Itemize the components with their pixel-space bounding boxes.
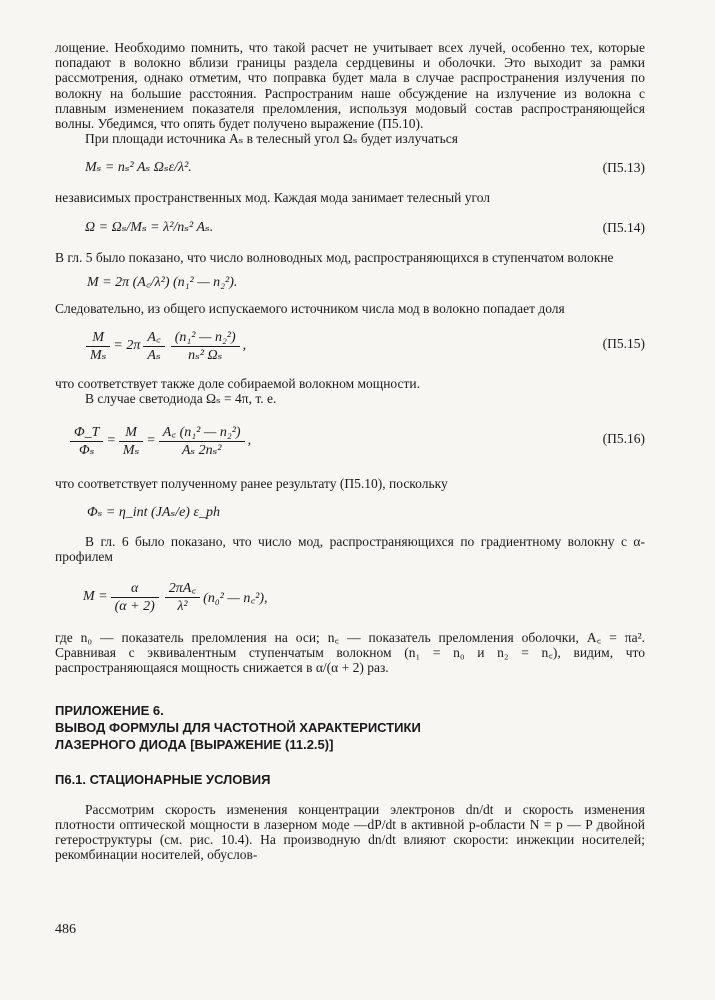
fraction-m-over-ms — [86, 329, 110, 364]
paragraph-5: Следовательно, из общего испускаемого источником числа мод в волокно попадает доля — [55, 300, 565, 316]
fraction-numerator: Φ_T — [74, 424, 100, 440]
fraction-area-ratio — [159, 424, 245, 459]
appendix-title-line-2: ВЫВОД ФОРМУЛЫ ДЛЯ ЧАСТОТНОЙ ХАРАКТЕРИСТИКИ — [55, 719, 421, 735]
fraction-numerator: A꜀ (n₁² — n₂²) — [162, 424, 241, 440]
fraction-alpha — [111, 580, 159, 615]
equation-p5-13-body: Mₛ = nₛ² Aₛ Ωₛε/λ². — [85, 160, 192, 176]
fraction-denominator: Aₛ 2nₛ² — [159, 441, 245, 459]
equals-sign: = — [106, 433, 116, 449]
fraction-denominator: Mₛ — [119, 441, 143, 459]
equation-step-modes — [55, 265, 645, 301]
equation-graded-modes — [55, 564, 645, 630]
section-heading: П6.1. СТАЦИОНАРНЫЕ УСЛОВИЯ — [55, 771, 271, 787]
equation-p5-13 — [55, 146, 645, 190]
equation-tail: , — [247, 433, 252, 449]
paragraph-4: В гл. 5 было показано, что число волноводных мод, распространяющихся в ступенчатом волокне — [55, 249, 614, 265]
equation-p5-14 — [55, 206, 645, 250]
fraction-denominator: λ² — [165, 597, 200, 615]
equation-p5-14-number: (П5.14) — [602, 219, 645, 235]
fraction-m-over-ms — [119, 424, 143, 459]
fraction-denominator: Mₛ — [86, 346, 110, 364]
equation-step-modes-body: M = 2π (A꜀/λ²) (n₁² — n₂²). — [87, 274, 238, 290]
equation-phi-s — [55, 492, 645, 534]
paragraph-6: что соответствует также доле собираемой волокном мощности. — [55, 376, 421, 392]
fraction-numerator: α — [130, 580, 139, 596]
fraction-numerator: A꜀ — [147, 329, 161, 345]
equation-p5-13-number: (П5.13) — [602, 160, 645, 176]
fraction-denominator: nₛ² Ωₛ — [171, 346, 240, 364]
paragraph-2: При площади источника Aₛ в телесный угол Ωₛ будет излучаться — [85, 131, 458, 147]
fraction-phit-over-phis — [70, 424, 103, 459]
fraction-denominator: (α + 2) — [111, 597, 159, 615]
equation-p5-15 — [55, 316, 645, 376]
appendix-title-line-3: ЛАЗЕРНОГО ДИОДА [ВЫРАЖЕНИЕ (11.2.5)] — [55, 736, 334, 752]
paragraph-11: Рассмотрим скорость изменения концентрации электронов dn/dt и скорость изменения плотности оптической мощности в лазерном моде —dP/dt в активной p-области N = p — P двойной гетероструктуры (см. рис. 10.4). На производную dn/dt влияют скорости: инжекции носителей; рекомбинации носителей, обуслов- — [55, 801, 645, 863]
equation-lhs: M = — [83, 589, 108, 605]
appendix-title-line-1: ПРИЛОЖЕНИЕ 6. — [55, 702, 164, 718]
fraction-na-over-omega — [171, 329, 240, 364]
paragraph-3: независимых пространственных мод. Каждая мода занимает телесный угол — [55, 190, 491, 206]
paragraph-8: что соответствует полученному ранее результату (П5.10), поскольку — [55, 476, 448, 492]
fraction-numerator: M — [92, 329, 105, 345]
equation-tail: , — [242, 338, 247, 354]
fraction-ac-over-as — [143, 329, 164, 364]
equals-sign: = — [146, 433, 156, 449]
page-content — [55, 40, 645, 862]
fraction-denominator: Φₛ — [70, 441, 103, 459]
page-number: 486 — [55, 922, 76, 937]
fraction-denominator: Aₛ — [143, 346, 164, 364]
equation-p5-16-number: (П5.16) — [602, 431, 645, 447]
equation-tail: (n₀² — n꜀²), — [203, 590, 268, 606]
fraction-numerator: 2πA꜀ — [168, 580, 197, 596]
fraction-numerator: M — [125, 424, 137, 440]
equation-phi-s-body: Φₛ = η_int (JAₛ/e) ε_ph — [87, 504, 220, 520]
equals-sign: = 2π — [113, 338, 141, 354]
paragraph-9: В гл. 6 было показано, что число мод, распространяющихся по градиентному волокну с α-профилем — [55, 533, 645, 564]
fraction-numerator: (n₁² — n₂²) — [174, 329, 236, 345]
paragraph-10: где n₀ — показатель преломления на оси; n꜀ — показатель преломления оболочки, A꜀ = πa². Сравнивая с эквивалентным ступенчатым волокном (n₁ = n₀ и n₂ = n꜀), видим, что распространяющаяся мощность снижается в α/(α + 2) раз. — [55, 630, 645, 676]
paragraph-7: В случае светодиода Ωₛ = 4π, т. е. — [85, 391, 277, 407]
equation-p5-16 — [55, 406, 645, 476]
fraction-2pi-ac — [165, 580, 200, 615]
paragraph-1: лощение. Необходимо помнить, что такой расчет не учитывает всех лучей, особенно тех, которые попадают в волокно вблизи границы раздела сердцевины и оболочки. Это выходит за рамки рассмотрения, однако отметим, что поправка будет мала в случае распространения излучения по волокну на большие расстояния. Распространим наше обсуждение на излучение из волокна с плавным изменением показателя преломления, используя модовый состав распространяющейся волны. Убедимся, что опять будет получено выражение (П5.10). — [55, 40, 645, 132]
equation-p5-14-body: Ω = Ωₛ/Mₛ = λ²/nₛ² Aₛ. — [85, 219, 214, 235]
equation-p5-15-number: (П5.15) — [602, 336, 645, 352]
